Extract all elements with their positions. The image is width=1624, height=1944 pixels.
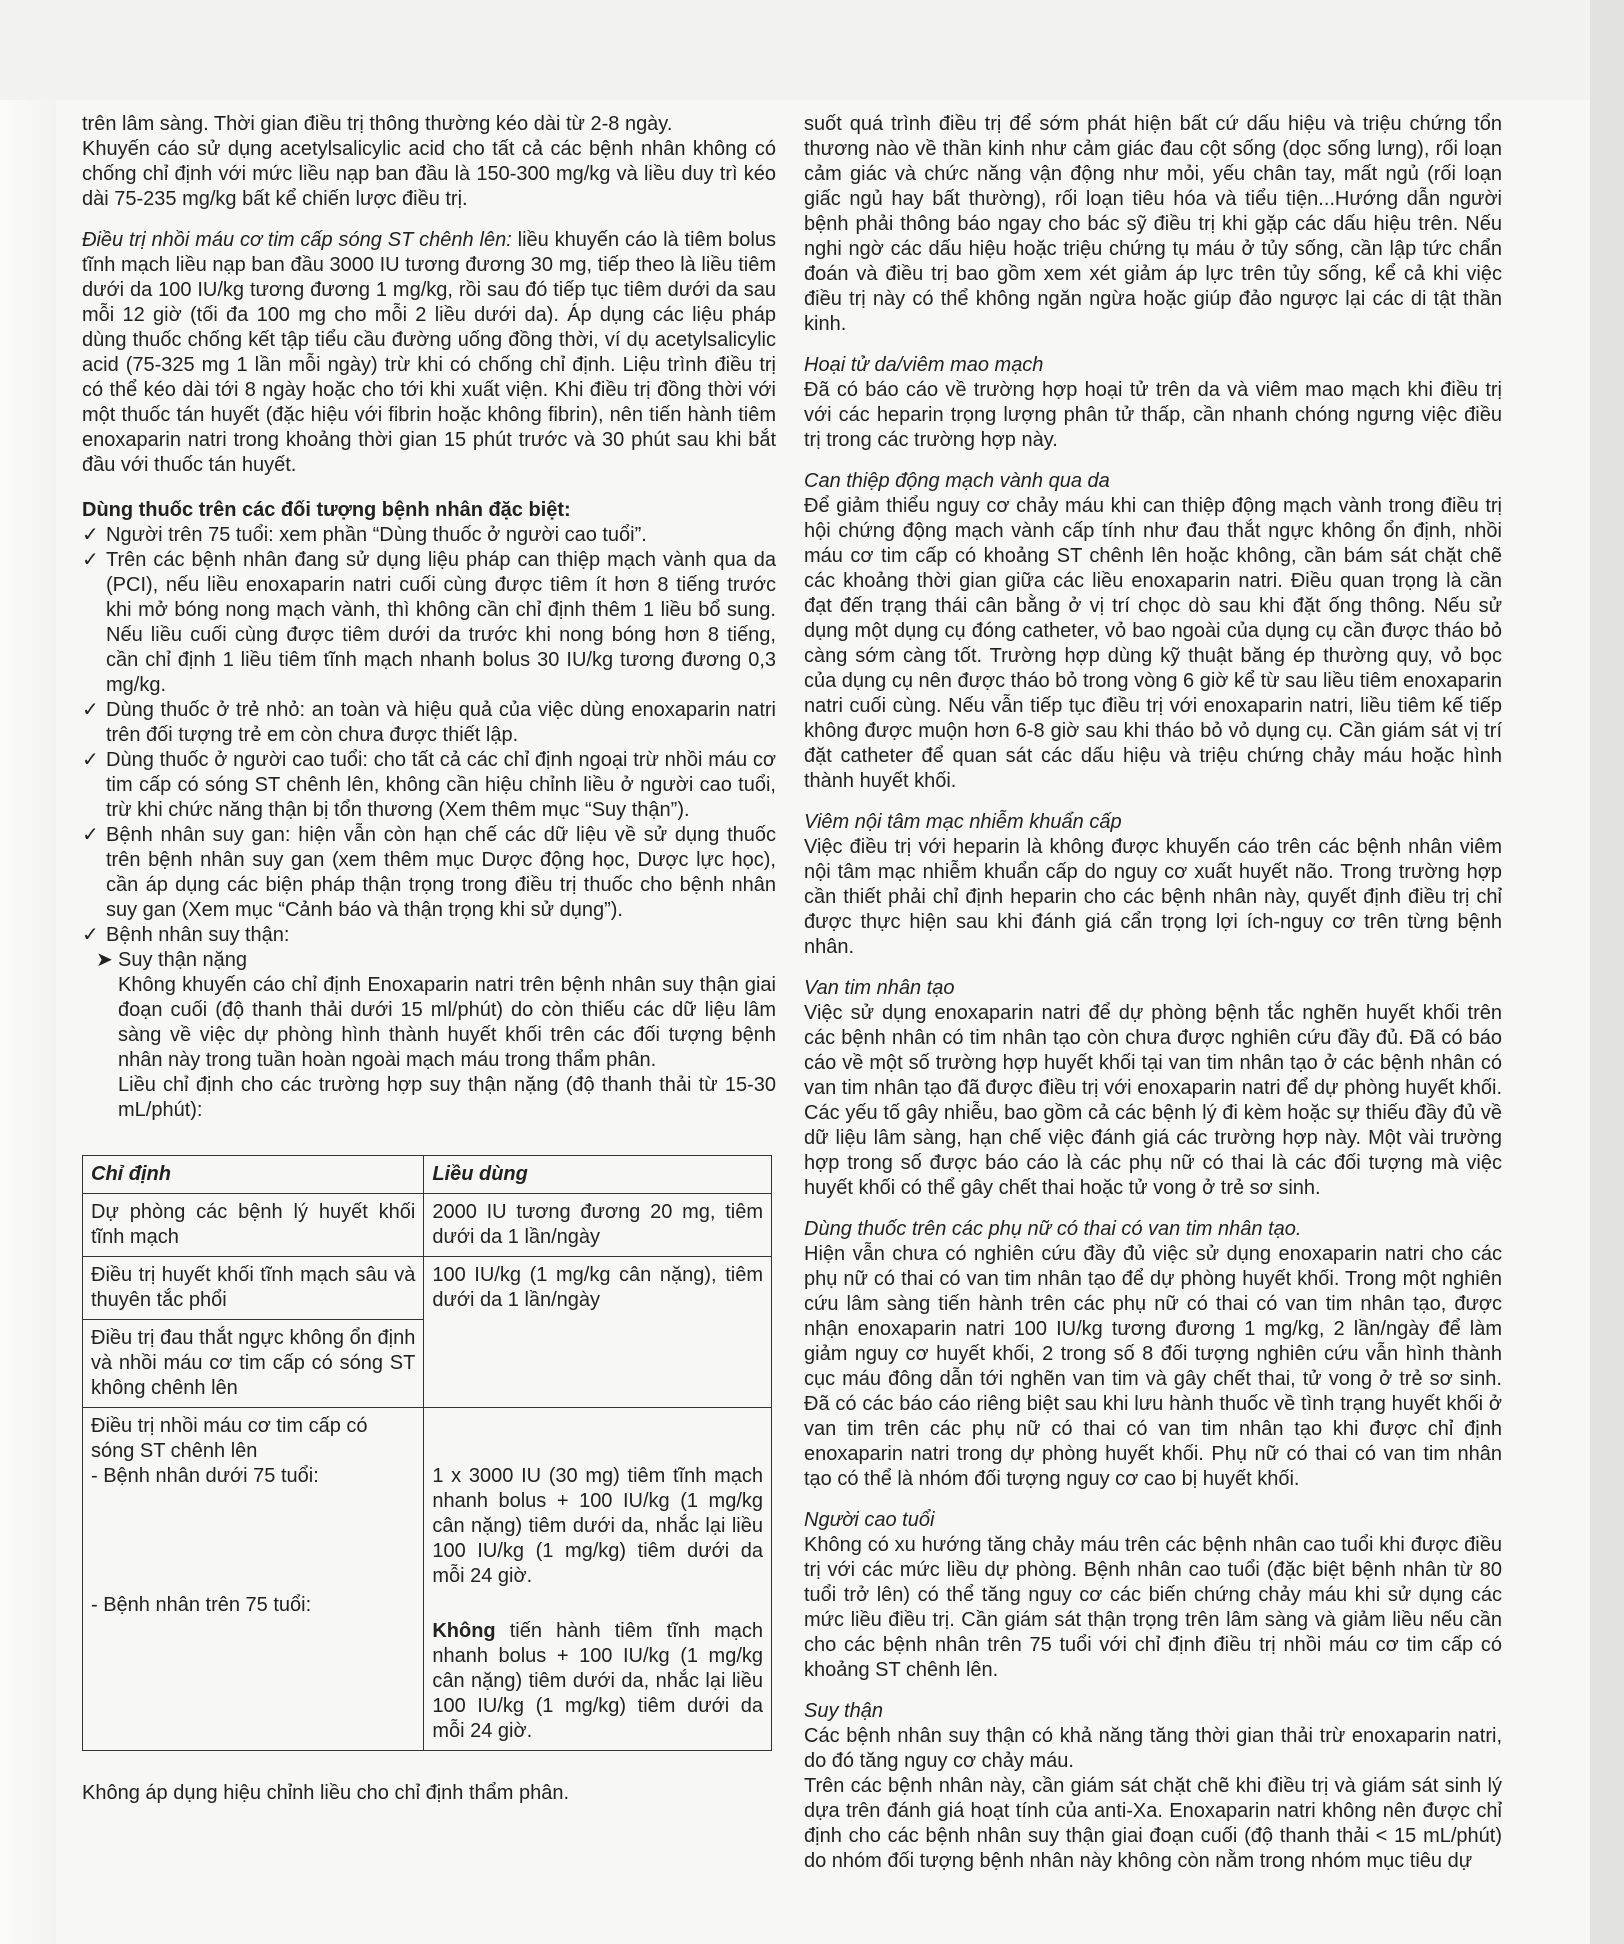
- stemi-indication: Điều trị nhồi máu cơ tim cấp có sóng ST chênh lên: [91, 1415, 368, 1462]
- under-75-dose: 1 x 3000 IU (30 mg) tiêm tĩnh mạch nhanh bolus + 100 IU/kg (1 mg/kg cân nặng) tiêm dưới da, nhắc lại liều 100 IU/kg (1 mg/kg) tiêm dưới da mỗi 24 giờ.: [432, 1465, 763, 1587]
- severe-renal-dose-intro: Liều chỉ định cho các trường hợp suy thận nặng (độ thanh thải từ 15-30 mL/phút):: [118, 1074, 776, 1121]
- dosage-table: [82, 1155, 772, 1751]
- section-title: Van tim nhân tạo: [804, 977, 955, 999]
- over-75-label: - Bệnh nhân trên 75 tuổi:: [91, 1594, 312, 1616]
- section-title: Người cao tuổi: [804, 1509, 935, 1531]
- check-item-text: Trên các bệnh nhân đang sử dụng liệu pháp can thiệp mạch vành qua da (PCI), nếu liều enoxaparin natri cuối cùng được tiêm ít hơn 8 tiếng trước khi mở bóng nong mạch vành, thì không cần chỉ định thêm 1 liều bổ sung. Nếu liều cuối cùng được tiêm dưới da trước khi nong bóng hơn 8 tiếng, cần chỉ định 1 liều tiêm tĩnh mạch nhanh bolus 30 IU/kg tương đương 0,3 mg/kg.: [106, 549, 776, 696]
- checkmark-icon: ✓: [82, 749, 99, 771]
- stemi-paragraph: [82, 228, 776, 478]
- section-body: Đã có báo cáo về trường hợp hoại tử trên da và viêm mao mạch khi điều trị với các heparin trọng lượng phân tử thấp, cần nhanh chóng ngưng việc điều trị trong các trường hợp này.: [804, 379, 1502, 451]
- checkmark-icon: ✓: [82, 524, 99, 546]
- check-item: [82, 698, 776, 748]
- right-paragraph-0: suốt quá trình điều trị để sớm phát hiện bất cứ dấu hiệu và triệu chứng tổn thương nào về thần kinh như cảm giác đau cột sống (dọc sống lưng), rối loạn cảm giác và chức năng vận động như mỏi, yếu chân tay, mất ngủ (rối loạn giấc ngủ hay bất thường), rối loạn tiêu hóa và tiểu tiện...Hướng dẫn người bệnh phải thông báo ngay cho bác sỹ điều trị khi gặp các dấu hiệu trên. Nếu nghi ngờ các dấu hiệu hoặc triệu chứng tụ máu ở tủy sống, cần lập tức chẩn đoán và điều trị bao gồm xem xét giảm áp lực trên tủy sống, kể cả khi việc điều trị này có thể không ngăn ngừa hoặc giúp đảo ngược lại các di tật thần kinh.: [804, 113, 1502, 335]
- right-column: [804, 112, 1502, 1874]
- table-cell: Điều trị đau thắt ngực không ổn định và nhồi máu cơ tim cấp có sóng ST không chênh lên: [83, 1320, 424, 1408]
- table-row: [83, 1408, 772, 1751]
- check-item: [82, 523, 776, 548]
- left-column: [82, 112, 776, 1806]
- left-paragraph-1: trên lâm sàng. Thời gian điều trị thông thường kéo dài từ 2-8 ngày.: [82, 113, 673, 135]
- table-cell: [424, 1408, 772, 1751]
- page-left-edge: [0, 100, 56, 1944]
- stemi-body: liều khuyến cáo là tiêm bolus tĩnh mạch liều nạp ban đầu 3000 IU tương đương 30 mg, tiếp theo là liều tiêm dưới da 100 IU/kg tương đương 1 mg/kg, rồi sau đó tiếp tục tiêm dưới da sau mỗi 12 giờ (tối đa 100 mg cho mỗi 2 liều dưới da). Áp dụng các liệu pháp dùng thuốc chống kết tập tiểu cầu đường uống đồng thời, ví dụ acetylsalicylic acid (75-325 mg 1 lần mỗi ngày) trừ khi có chống chỉ định. Liệu trình điều trị có thể kéo dài tới 8 ngày hoặc cho tới khi xuất viện. Khi điều trị đồng thời với một thuốc tán huyết (đặc hiệu với fibrin hoặc không fibrin), nên tiến hành tiêm enoxaparin natri trong khoảng thời gian 15 phút trước và 30 phút sau khi bắt đầu với thuốc tán huyết.: [82, 229, 776, 476]
- stemi-lead: Điều trị nhồi máu cơ tim cấp sóng ST chênh lên:: [82, 229, 512, 251]
- checkmark-icon: ✓: [82, 824, 99, 846]
- check-item-text: Bệnh nhân suy thận:: [106, 924, 290, 946]
- check-item-text: Dùng thuốc ở người cao tuổi: cho tất cả các chỉ định ngoại trừ nhồi máu cơ tim cấp có sóng ST chênh lên, không cần hiệu chỉnh liều ở người cao tuổi, trừ khi chức năng thận bị tổn thương (Xem thêm mục “Suy thận”).: [106, 749, 776, 821]
- checkmark-icon: ✓: [82, 924, 99, 946]
- table-row: [83, 1194, 772, 1257]
- severe-renal-heading: [82, 948, 776, 973]
- left-paragraph-2: Khuyến cáo sử dụng acetylsalicylic acid cho tất cả các bệnh nhân không có chống chỉ định với mức liều nạp ban đầu là 150-300 mg/kg và liều duy trì kéo dài 75-235 mg/kg bất kể chiến lược điều trị.: [82, 138, 776, 210]
- check-item-text: Bệnh nhân suy gan: hiện vẫn còn hạn chế các dữ liệu về sử dụng thuốc trên bệnh nhân suy gan (xem thêm mục Dược động học, Dược lực học), cần áp dụng các biện pháp thận trọng trong điều trị thuốc cho bệnh nhân suy gan (Xem mục “Cảnh báo và thận trọng khi sử dụng”).: [106, 824, 776, 921]
- dialysis-note: Không áp dụng hiệu chỉnh liều cho chỉ định thẩm phân.: [82, 1782, 570, 1804]
- section-body: Không có xu hướng tăng chảy máu trên các bệnh nhân cao tuổi khi được điều trị với các mức liều dự phòng. Bệnh nhân cao tuổi (đặc biệt bệnh nhân từ 80 tuổi trở lên) có thể tăng nguy cơ các biến chứng chảy máu khi sử dụng các mức liều điều trị. Cần giám sát thận trọng trên lâm sàng và giảm liều nếu cần cho các bệnh nhân trên 75 tuổi với chỉ định điều trị nhồi máu cơ tim cấp có khoảng ST chênh lên.: [804, 1534, 1502, 1681]
- under-75-label: - Bệnh nhân dưới 75 tuổi:: [91, 1465, 319, 1487]
- checkmark-icon: ✓: [82, 699, 99, 721]
- over-75-dose-text: tiến hành tiêm tĩnh mạch nhanh bolus + 100 IU/kg (1 mg/kg cân nặng) tiêm dưới da, nhắc lại liều 100 IU/kg (1 mg/kg) tiêm dưới da mỗi 24 giờ.: [432, 1620, 763, 1742]
- section-body: Để giảm thiểu nguy cơ chảy máu khi can thiệp động mạch vành trong điều trị hội chứng động mạch vành cấp tính như đau thắt ngực không ổn định, nhồi máu cơ tim cấp có khoảng ST chênh lên hoặc không, cần bám sát chặt chẽ các khoảng thời gian giữa các liều enoxaparin natri. Điều quan trọng là cần đạt đến trạng thái cân bằng ở vị trí chọc dò sau khi đặt ống thông. Nếu sử dụng một dụng cụ đóng catheter, vỏ bao ngoài của dụng cụ cần được tháo bỏ càng sớm càng tốt. Trường hợp dùng kỹ thuật băng ép thường quy, vỏ bọc của dụng cụ nên được tháo bỏ trong vòng 6 giờ kể từ sau liều tiêm enoxaparin natri cuối cùng. Nếu vẫn tiếp tục điều trị với enoxaparin natri, liều tiêm kế tiếp không được muộn hơn 6-8 giờ sau khi tháo bỏ vỏ dụng cụ. Cần giám sát vị trí đặt catheter để quan sát các dấu hiệu và triệu chứng chảy máu hoặc hình thành huyết khối.: [804, 495, 1502, 792]
- check-item: [82, 923, 776, 948]
- check-item: [82, 823, 776, 923]
- section-title: Hoại tử da/viêm mao mạch: [804, 354, 1044, 376]
- arrow-bullet-icon: ➤: [96, 949, 113, 971]
- table-cell: 2000 IU tương đương 20 mg, tiêm dưới da 1 lần/ngày: [424, 1194, 772, 1257]
- section-title: Viêm nội tâm mạc nhiễm khuẩn cấp: [804, 811, 1122, 833]
- over-75-dose: [432, 1619, 763, 1744]
- table-cell: Điều trị huyết khối tĩnh mạch sâu và thuyên tắc phổi: [83, 1257, 424, 1320]
- table-row: [83, 1257, 772, 1320]
- check-item: [82, 548, 776, 698]
- table-header-indication: Chỉ định: [83, 1156, 424, 1194]
- section-title: Can thiệp động mạch vành qua da: [804, 470, 1110, 492]
- table-header-dosage: Liều dùng: [424, 1156, 772, 1194]
- table-cell: [83, 1408, 424, 1751]
- section-body: Các bệnh nhân suy thận có khả năng tăng thời gian thải trừ enoxaparin natri, do đó tăng nguy cơ chảy máu.: [804, 1725, 1502, 1772]
- special-groups-heading: Dùng thuốc trên các đối tượng bệnh nhân đặc biệt:: [82, 499, 571, 521]
- page-top-band: [0, 0, 1624, 100]
- table-header-row: [83, 1156, 772, 1194]
- check-item-text: Dùng thuốc ở trẻ nhỏ: an toàn và hiệu quả của việc dùng enoxaparin natri trên đối tượng trẻ em còn chưa được thiết lập.: [106, 699, 776, 746]
- section-body: Hiện vẫn chưa có nghiên cứu đầy đủ việc sử dụng enoxaparin natri cho các phụ nữ có thai có van tim nhân tạo để dự phòng huyết khối. Trong một nghiên cứu lâm sàng tiến hành trên các phụ nữ có thai có van tim nhân tạo, được nhận enoxaparin natri 100 IU/kg tương đương 1 mg/kg, 2 lần/ngày để làm giảm nguy cơ huyết khối, 2 trong số 8 đối tượng nghiên cứu vẫn hình thành cục máu đông dẫn tới nghẽn van tim và gây chết thai, tử vong ở trẻ sơ sinh. Đã có các báo cáo riêng biệt sau khi lưu hành thuốc về tình trạng huyết khối ở van tim trên các phụ nữ có thai có van tim nhân tạo khi được chỉ định enoxaparin natri trong dự phòng huyết khối. Phụ nữ có thai có van tim nhân tạo có thể là nhóm đối tượng nguy cơ cao bị huyết khối.: [804, 1243, 1502, 1490]
- over-75-dose-lead: Không: [432, 1620, 496, 1642]
- table-cell: 100 IU/kg (1 mg/kg cân nặng), tiêm dưới da 1 lần/ngày: [424, 1257, 772, 1408]
- section-title: Dùng thuốc trên các phụ nữ có thai có van tim nhân tạo.: [804, 1218, 1302, 1240]
- page-right-edge: [1590, 0, 1624, 1944]
- severe-renal-text: Không khuyến cáo chỉ định Enoxaparin natri trên bệnh nhân suy thận giai đoạn cuối (độ thanh thải dưới 15 ml/phút) do còn thiếu các dữ liệu lâm sàng về việc dự phòng hình thành huyết khối trên các đối tượng bệnh nhân này trong tuần hoàn ngoài mạch máu trong thẩm phân.: [118, 974, 776, 1071]
- section-title: Suy thận: [804, 1700, 883, 1722]
- section-body: Trên các bệnh nhân này, cần giám sát chặt chẽ khi điều trị và giám sát sinh lý dựa trên đánh giá hoạt tính của anti-Xa. Enoxaparin natri không nên được chỉ định cho các bệnh nhân suy thận giai đoạn cuối (độ thanh thải < 15 mL/phút) do nhóm đối tượng bệnh nhân này không còn nằm trong nhóm mục tiêu dự: [804, 1775, 1502, 1872]
- checkmark-icon: ✓: [82, 549, 99, 571]
- check-item-text: Người trên 75 tuổi: xem phần “Dùng thuốc ở người cao tuổi”.: [106, 524, 647, 546]
- table-cell: Dự phòng các bệnh lý huyết khối tĩnh mạch: [83, 1194, 424, 1257]
- check-item: [82, 748, 776, 823]
- section-body: Việc sử dụng enoxaparin natri để dự phòng bệnh tắc nghẽn huyết khối trên các bệnh nhân có tim nhân tạo còn chưa được nghiên cứu đầy đủ. Đã có báo cáo về một số trường hợp huyết khối tại van tim nhân tạo ở các bệnh nhân có van tim nhân tạo đã được điều trị với enoxaparin natri để dự phòng huyết khối. Các yếu tố gây nhiễu, bao gồm cả các bệnh lý đi kèm hoặc sự thiếu đầy đủ về dữ liệu lâm sàng, hạn chế việc đánh giá các trường hợp này. Một vài trường hợp trong số được báo cáo là các phụ nữ có thai là các đối tượng mà việc huyết khối có thể gây chết thai hoặc tử vong ở trẻ sơ sinh.: [804, 1002, 1502, 1199]
- section-body: Việc điều trị với heparin là không được khuyến cáo trên các bệnh nhân viêm nội tâm mạc nhiễm khuẩn cấp do nguy cơ xuất huyết não. Trong trường hợp cần thiết phải chỉ định heparin cho các bệnh nhân này, quyết định điều trị chỉ được thực hiện sau khi đánh giá cẩn trọng lợi ích-nguy cơ trên từng bệnh nhân.: [804, 836, 1502, 958]
- severe-renal-title: Suy thận nặng: [118, 949, 247, 971]
